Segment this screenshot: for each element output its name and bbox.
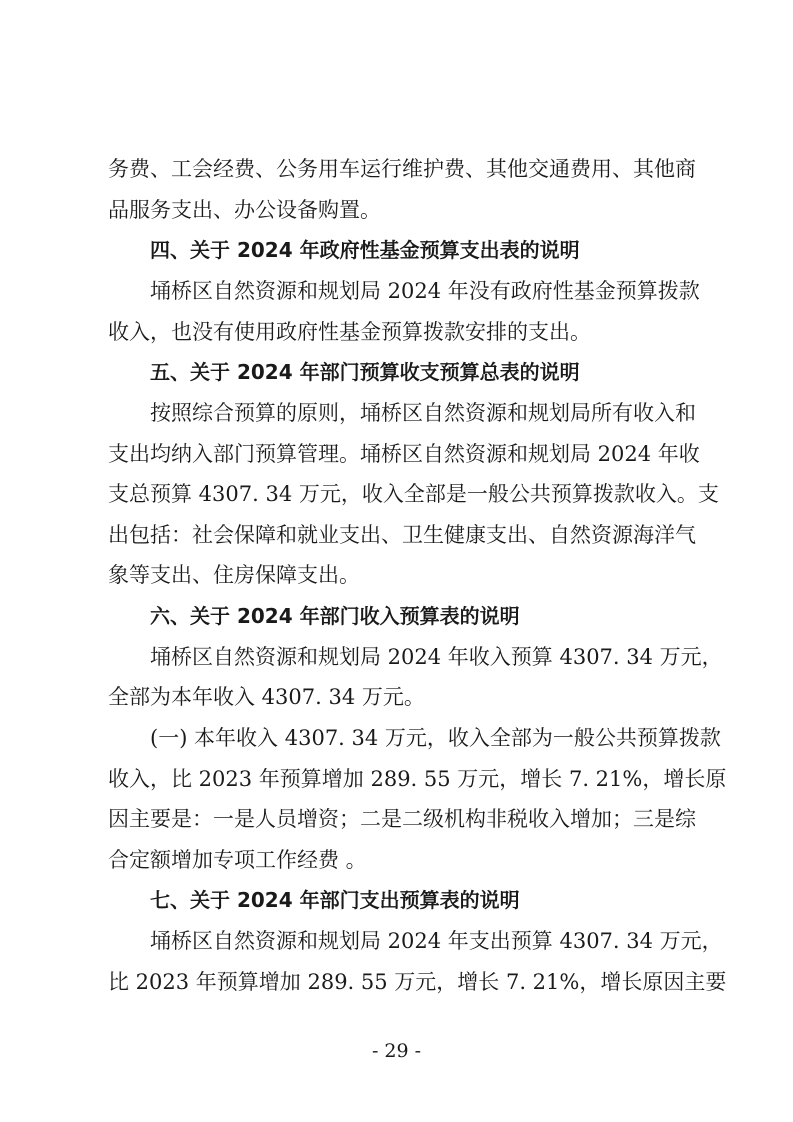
body-line: 比 2023 年预算增加 289. 55 万元，增长 7. 21%，增长原因主要	[108, 970, 727, 994]
body-line: 埇桥区自然资源和规划局 2024 年收入预算 4307. 34 万元，	[150, 645, 723, 669]
page-number: - 29 -	[371, 1040, 422, 1062]
section-heading-4: 四、关于 2024 年政府性基金预算支出表的说明	[150, 238, 580, 262]
body-line: 埇桥区自然资源和规划局 2024 年没有政府性基金预算拨款	[150, 279, 700, 303]
body-line: 收入，也没有使用政府性基金预算拨款安排的支出。	[108, 320, 591, 344]
body-line: 埇桥区自然资源和规划局 2024 年支出预算 4307. 34 万元，	[150, 929, 723, 953]
body-line: 支出均纳入部门预算管理。埇桥区自然资源和规划局 2024 年收	[108, 442, 700, 466]
body-line: 品服务支出、办公设备购置。	[108, 198, 381, 222]
body-line: 合定额增加专项工作经费 。	[108, 848, 367, 872]
section-heading-6: 六、关于 2024 年部门收入预算表的说明	[150, 604, 520, 628]
body-line: (一) 本年收入 4307. 34 万元，收入全部为一般公共预算拨款	[150, 726, 721, 750]
body-line: 按照综合预算的原则，埇桥区自然资源和规划局所有收入和	[150, 401, 696, 425]
body-line: 出包括：社会保障和就业支出、卫生健康支出、自然资源海洋气	[108, 523, 696, 547]
body-line: 收入，比 2023 年预算增加 289. 55 万元，增长 7. 21%，增长原	[108, 767, 727, 791]
body-line: 务费、工会经费、公务用车运行维护费、其他交通费用、其他商	[108, 157, 696, 181]
section-heading-7: 七、关于 2024 年部门支出预算表的说明	[150, 888, 520, 912]
body-line: 支总预算 4307. 34 万元，收入全部是一般公共预算拨款收入。支	[108, 482, 719, 506]
body-line: 因主要是：一是人员增资；二是二级机构非税收入增加；三是综	[108, 807, 696, 831]
body-line: 全部为本年收入 4307. 34 万元。	[108, 685, 425, 709]
section-heading-5: 五、关于 2024 年部门预算收支预算总表的说明	[150, 360, 580, 384]
body-line: 象等支出、住房保障支出。	[108, 563, 360, 587]
